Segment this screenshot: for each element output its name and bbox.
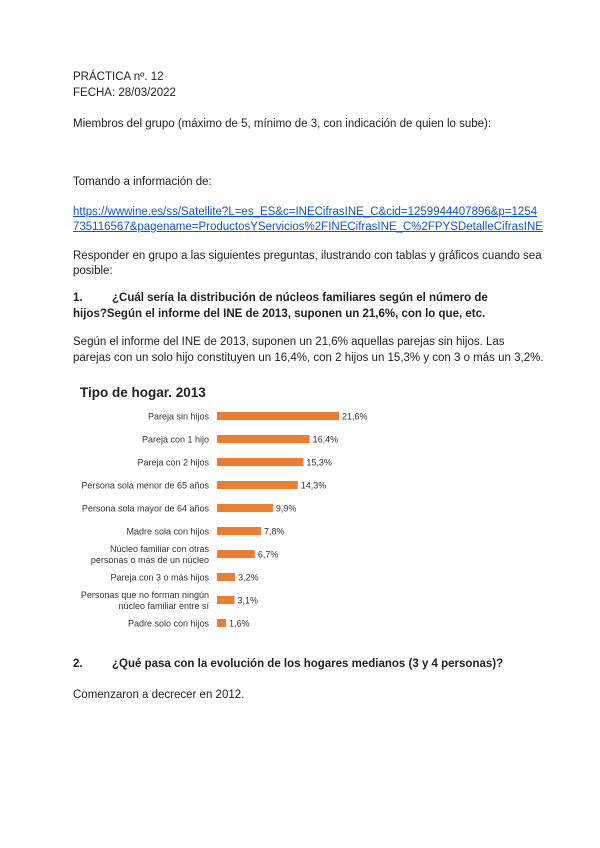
data-label-1: 16,4% <box>312 434 339 445</box>
category-label-5: Madre sola con hijos <box>126 526 209 537</box>
source-link[interactable]: https://wwwine.es/ss/Satellite?L=es_ES&c=INECifrasINE_C&cid=1259944407896&p=1254 <box>73 206 538 218</box>
tomando-text: Tomando a información de: <box>73 176 212 188</box>
bar-2 <box>217 458 303 466</box>
category-label-4: Persona sola mayor de 64 años <box>81 503 209 514</box>
household-type-chart <box>0 375 600 645</box>
category-label-1: Pareja con 1 hijo <box>141 434 209 445</box>
bar-0 <box>217 412 339 420</box>
category-label-2: Pareja con 2 hijos <box>137 457 209 468</box>
bar-7 <box>217 573 235 581</box>
category-label-3: Persona sola menor de 65 años <box>81 480 209 491</box>
category-label-0: Pareja sin hijos <box>147 411 209 422</box>
category-label-8: Personas que no forman ningún núcleo familiar entre sí <box>80 590 209 611</box>
answer-1-text-continued: parejas con un solo hijo constituyen un 16,4%, con 2 hijos un 15,3% y con 3 o más un 3,2%. <box>73 352 544 364</box>
responder-text-continued: posible: <box>73 265 113 277</box>
bar-8 <box>217 596 235 604</box>
data-label-5: 7,8% <box>264 526 285 537</box>
bar-4 <box>217 504 273 512</box>
miembros-text: Miembros del grupo (máximo de 5, mínimo de 3, con indicación de quien lo sube): <box>73 118 492 130</box>
data-label-2: 15,3% <box>306 457 332 468</box>
bar-5 <box>217 527 261 535</box>
bar-3 <box>217 481 298 489</box>
question-1-text: ¿Cuál sería la distribución de núcleos familiares según el número de <box>112 292 488 304</box>
question-1-number: 1. <box>73 292 83 304</box>
question-2-text: ¿Qué pasa con la evolución de los hogares medianos (3 y 4 personas)? <box>112 658 504 670</box>
question-1-text-continued: hijos?Según el informe del INE de 2013, suponen un 21,6%, con lo que, etc. <box>73 308 486 320</box>
chart-title: Tipo de hogar. 2013 <box>80 385 206 400</box>
data-label-7: 3,2% <box>238 572 259 583</box>
header-practica: PRÁCTICA nº. 12 <box>73 71 164 83</box>
category-label-9: Padre solo con hijos <box>127 618 209 629</box>
answer-1-text: Según el informe del INE de 2013, suponen un 21,6% aquellas parejas sin hijos. Las <box>73 336 505 348</box>
data-label-3: 14,3% <box>300 480 327 491</box>
header-fecha: FECHA: 28/03/2022 <box>73 87 176 99</box>
category-label-6: Núcleo familiar con otras personas o más de un núcleo <box>90 544 209 565</box>
answer-2-text: Comenzaron a decrecer en 2012. <box>73 689 245 701</box>
data-label-6: 6,7% <box>257 549 279 560</box>
category-label-7: Pareja con 3 o más hijos <box>110 572 209 583</box>
data-label-8: 3,1% <box>237 595 259 606</box>
bar-6 <box>217 550 255 558</box>
data-label-4: 9,9% <box>275 503 297 514</box>
bar-9 <box>217 619 226 627</box>
responder-text: Responder en grupo a las siguientes preguntas, ilustrando con tablas y gráficos cuando sea <box>73 250 542 262</box>
data-label-0: 21,6% <box>342 411 368 422</box>
bar-1 <box>217 435 310 443</box>
data-label-9: 1,6% <box>229 618 250 629</box>
question-2-number: 2. <box>73 658 83 670</box>
source-link-continued[interactable]: 735116567&pagename=ProductosYServicios%2FINECifrasINE_C%2FPYSDetalleCifrasINE <box>73 221 543 233</box>
